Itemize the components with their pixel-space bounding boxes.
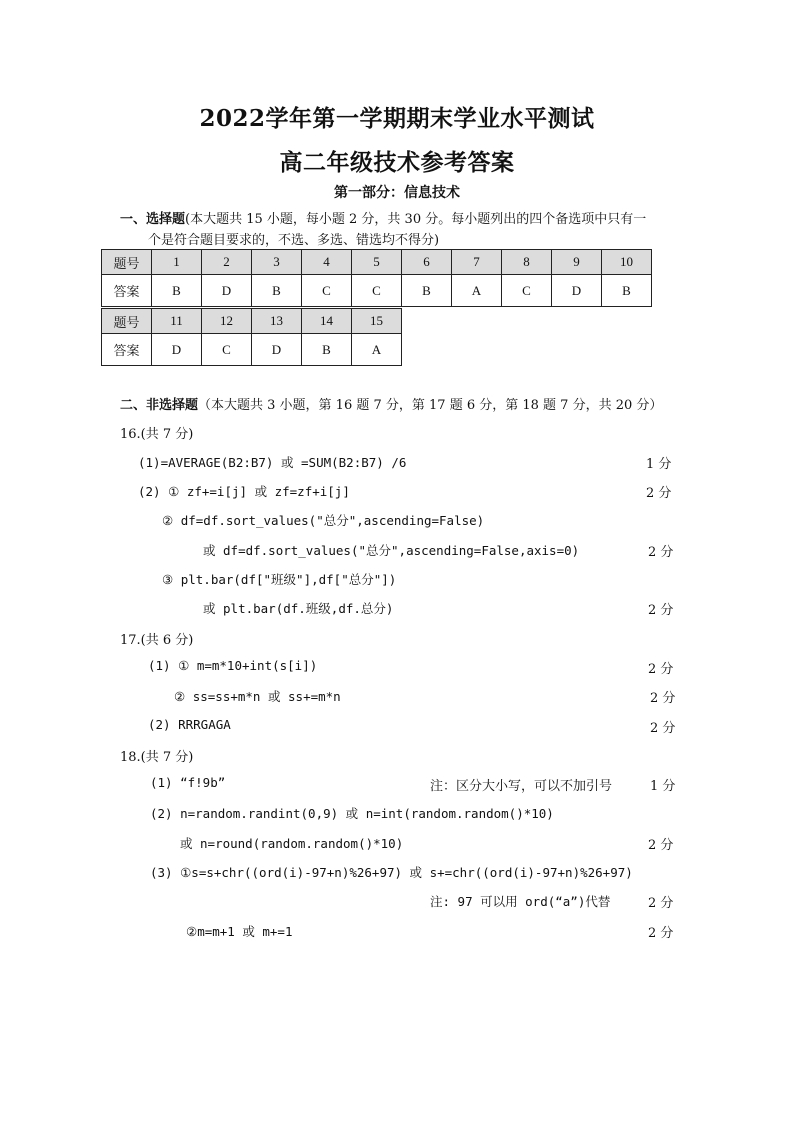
row-label: 题号 [102, 309, 152, 334]
q16-line6: 或 plt.bar(df.班级,df.总分) [203, 601, 394, 616]
question-number: 13 [252, 309, 302, 334]
section1-heading: 一、选择题 [120, 212, 186, 227]
q16-line4: 或 df=df.sort_values("总分",ascending=False,axis=0) [203, 543, 580, 558]
q17-score1: 2 分 [648, 662, 674, 677]
question-number: 4 [302, 250, 352, 275]
q16-line2: (2) ① zf+=i[j] 或 zf=zf+i[j] [138, 484, 350, 499]
answer-table-1 [101, 249, 652, 307]
row-label: 答案 [102, 275, 152, 307]
row-label: 答案 [102, 334, 152, 366]
q17-line3: (2) RRRGAGA [148, 717, 231, 732]
question-number: 5 [352, 250, 402, 275]
answer-cell: D [152, 334, 202, 366]
answer-cell: B [402, 275, 452, 307]
q16-score2: 2 分 [646, 486, 672, 501]
answer-cell: C [302, 275, 352, 307]
question-number: 12 [202, 309, 252, 334]
question-number: 3 [252, 250, 302, 275]
question-number: 7 [452, 250, 502, 275]
q17-line1: (1) ① m=m*10+int(s[i]) [148, 658, 318, 673]
q16-label: 16.(共 7 分) [120, 427, 194, 442]
answer-cell: C [202, 334, 252, 366]
q18-label: 18.(共 7 分) [120, 750, 194, 765]
question-number: 6 [402, 250, 452, 275]
answer-cell: B [152, 275, 202, 307]
section2-header: 二、非选择题（本大题共 3 小题，第 16 题 7 分，第 17 题 6 分，第 18 题 7 分，共 20 分） [120, 398, 663, 413]
q18-line3: 或 n=round(random.random()*10) [180, 836, 404, 851]
question-number: 9 [552, 250, 602, 275]
q18-score4: 2 分 [648, 896, 674, 911]
q18-score1: 1 分 [650, 779, 676, 794]
table1-answer-row [102, 275, 652, 307]
q16-line3: ② df=df.sort_values("总分",ascending=False) [162, 513, 485, 528]
q17-score2: 2 分 [650, 691, 676, 706]
question-number: 10 [602, 250, 652, 275]
table2-answer-row [102, 334, 402, 366]
q18-note2: 注: 97 可以用 ord(“a”)代替 [430, 894, 611, 909]
q18-line4: (3) ①s=s+chr((ord(i)-97+n)%26+97) 或 s+=chr((ord(i)-97+n)%26+97) [150, 865, 633, 880]
answer-cell: B [302, 334, 352, 366]
answer-cell: B [252, 275, 302, 307]
question-number: 2 [202, 250, 252, 275]
q17-score3: 2 分 [650, 721, 676, 736]
q17-label: 17.(共 6 分) [120, 633, 194, 648]
answer-cell: A [352, 334, 402, 366]
page-subtitle: 高二年级技术参考答案 [279, 149, 515, 176]
q16-score6: 2 分 [648, 603, 674, 618]
q16-score4: 2 分 [648, 545, 674, 560]
q16-score1: 1 分 [646, 457, 672, 472]
answer-cell: D [252, 334, 302, 366]
q18-line2: (2) n=random.randint(0,9) 或 n=int(random.random()*10) [150, 806, 554, 821]
part-title: 第一部分：信息技术 [334, 185, 460, 201]
q17-line2: ② ss=ss+m*n 或 ss+=m*n [174, 689, 341, 704]
answer-cell: C [352, 275, 402, 307]
table2-number-row [102, 309, 402, 334]
q18-note1: 注：区分大小写，可以不加引号 [430, 779, 613, 794]
q16-line5: ③ plt.bar(df["班级"],df["总分"]) [162, 572, 397, 587]
answer-cell: C [502, 275, 552, 307]
answer-cell: D [552, 275, 602, 307]
question-number: 8 [502, 250, 552, 275]
answer-cell: B [602, 275, 652, 307]
section1-desc-line1: 一、选择题(本大题共 15 小题，每小题 2 分，共 30 分。每小题列出的四个备选项中只有一 [120, 212, 647, 227]
answer-cell: A [452, 275, 502, 307]
q16-line1: (1)=AVERAGE(B2:B7) 或 =SUM(B2:B7) /6 [138, 455, 407, 470]
q18-line1: (1) “f!9b” [150, 775, 226, 790]
answer-cell: D [202, 275, 252, 307]
q18-score3: 2 分 [648, 838, 674, 853]
question-number: 11 [152, 309, 202, 334]
table1-number-row [102, 250, 652, 275]
section2-heading: 二、非选择题 [120, 398, 199, 413]
q18-line5: ②m=m+1 或 m+=1 [186, 924, 293, 939]
q18-score5: 2 分 [648, 926, 674, 941]
answer-table-2 [101, 308, 402, 366]
page-title: 2022学年第一学期期末学业水平测试 [199, 105, 595, 132]
question-number: 14 [302, 309, 352, 334]
question-number: 1 [152, 250, 202, 275]
section1-desc-line2: 个是符合题目要求的，不选、多选、错选均不得分) [148, 233, 440, 248]
question-number: 15 [352, 309, 402, 334]
row-label: 题号 [102, 250, 152, 275]
